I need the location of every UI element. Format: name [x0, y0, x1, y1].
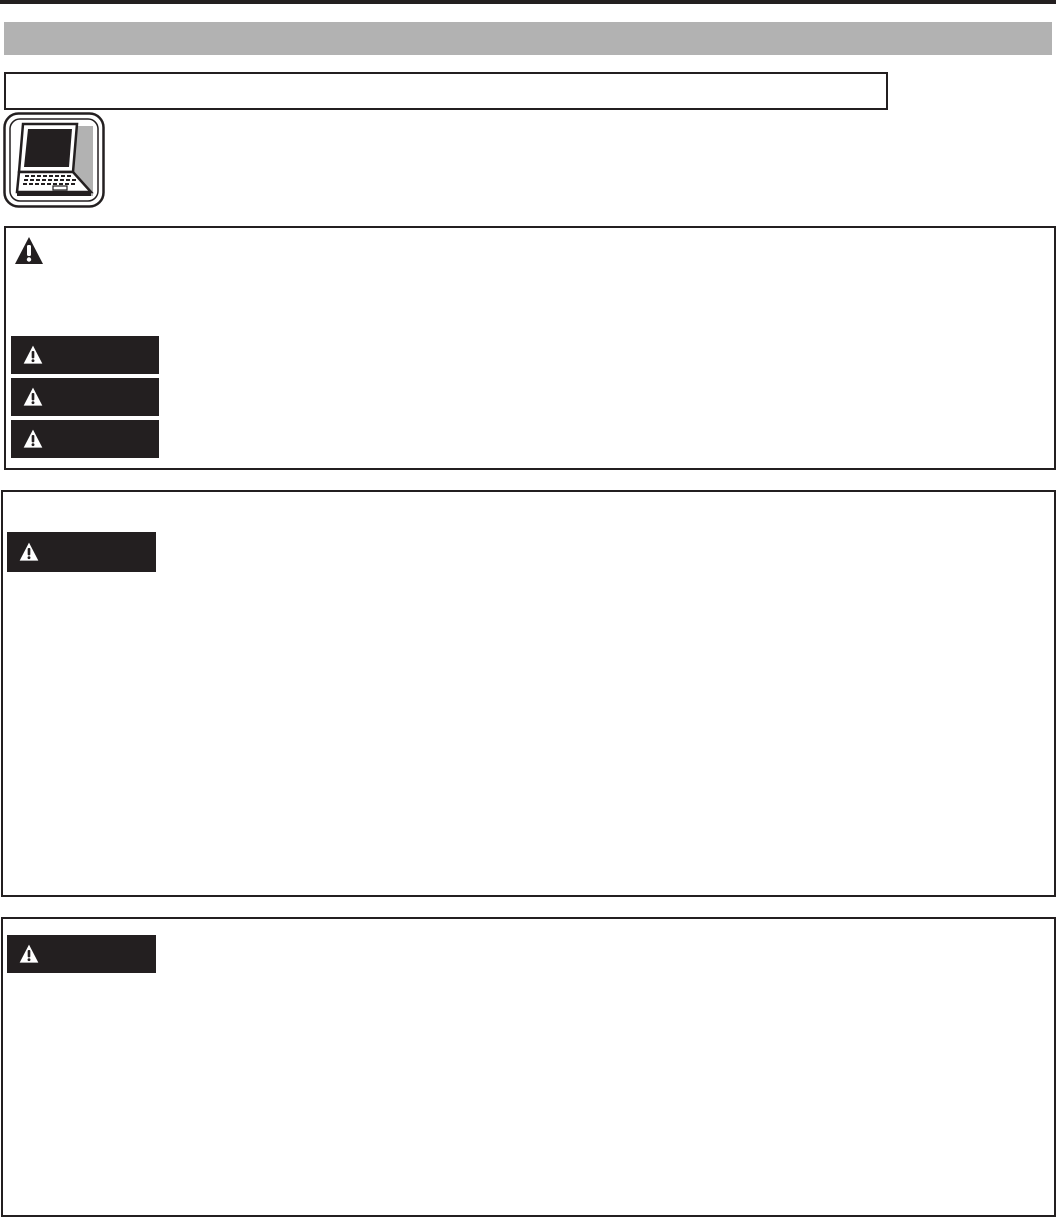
warning-panel-2	[1, 917, 1056, 1217]
safety-alert-panel	[4, 226, 1056, 470]
safety-alert-icon	[23, 387, 43, 407]
signal-word-box	[7, 532, 156, 572]
section-header-band	[4, 22, 1052, 55]
safety-alert-icon	[19, 542, 39, 562]
safety-alert-icon	[23, 429, 43, 449]
section-title-box	[4, 72, 888, 110]
safety-alert-icon	[23, 345, 43, 365]
top-rule	[0, 0, 1056, 4]
safety-alert-icon	[19, 944, 39, 964]
warning-panel-1	[1, 490, 1056, 897]
signal-word-box-2	[11, 378, 159, 416]
signal-word-box-3	[11, 420, 159, 458]
safety-alert-icon	[14, 236, 44, 266]
laptop-icon	[3, 112, 105, 208]
signal-word-box	[7, 935, 156, 973]
signal-word-box-1	[11, 336, 159, 374]
